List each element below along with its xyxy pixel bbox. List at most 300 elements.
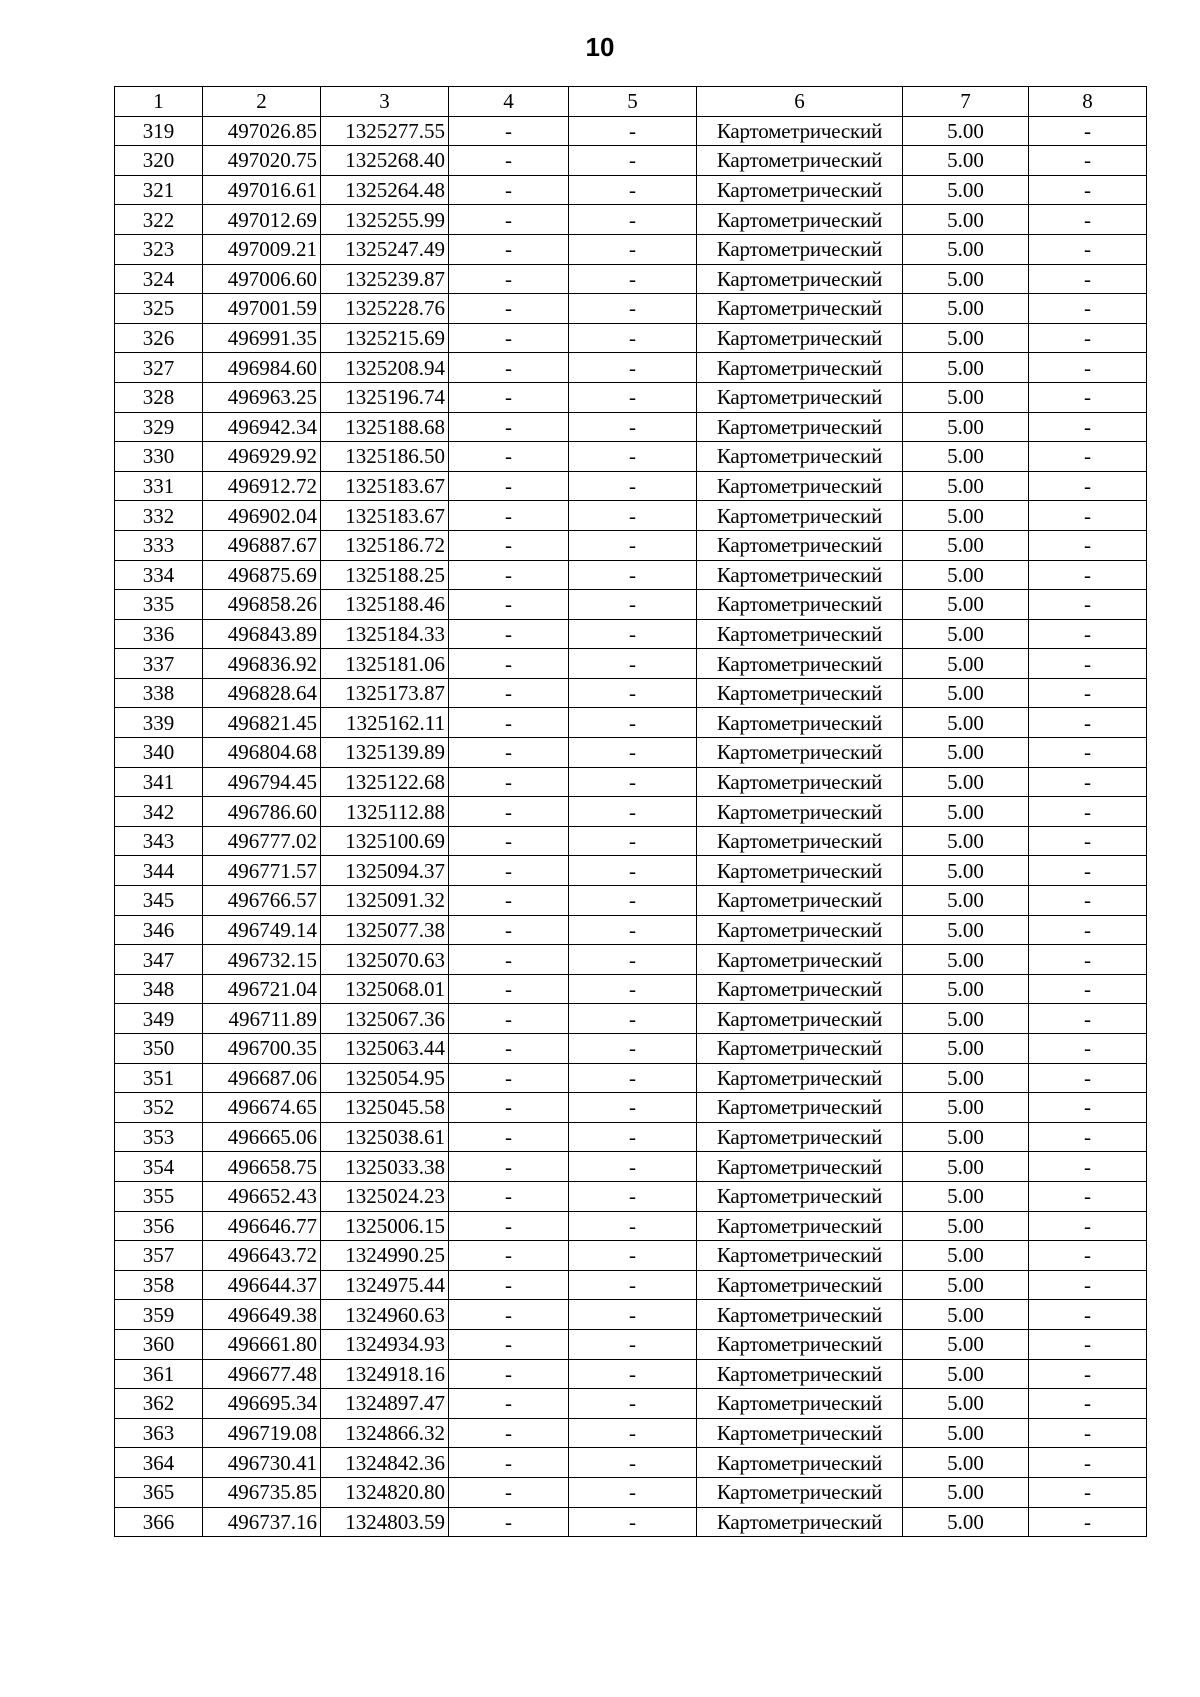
column-header: 3 — [321, 87, 449, 117]
column-5-cell: - — [569, 382, 697, 412]
column-5-cell: - — [569, 915, 697, 945]
column-8-cell: - — [1029, 323, 1147, 353]
y-coordinate-cell: 1325100.69 — [321, 826, 449, 856]
accuracy-cell: 5.00 — [903, 826, 1029, 856]
column-8-cell: - — [1029, 1270, 1147, 1300]
column-header: 4 — [449, 87, 569, 117]
accuracy-cell: 5.00 — [903, 738, 1029, 768]
method-cell: Картометрический — [697, 116, 903, 146]
column-5-cell: - — [569, 530, 697, 560]
column-8-cell: - — [1029, 1389, 1147, 1419]
x-coordinate-cell: 496828.64 — [203, 678, 321, 708]
column-8-cell: - — [1029, 175, 1147, 205]
column-8-cell: - — [1029, 471, 1147, 501]
column-5-cell: - — [569, 1152, 697, 1182]
point-number-cell: 345 — [115, 886, 203, 916]
table-row — [115, 1418, 1147, 1448]
column-8-cell: - — [1029, 1093, 1147, 1123]
method-cell: Картометрический — [697, 590, 903, 620]
column-5-cell: - — [569, 797, 697, 827]
column-4-cell: - — [449, 915, 569, 945]
column-8-cell: - — [1029, 1181, 1147, 1211]
column-4-cell: - — [449, 590, 569, 620]
method-cell: Картометрический — [697, 442, 903, 472]
column-5-cell: - — [569, 1418, 697, 1448]
column-8-cell: - — [1029, 1152, 1147, 1182]
point-number-cell: 319 — [115, 116, 203, 146]
table-row — [115, 1181, 1147, 1211]
point-number-cell: 351 — [115, 1063, 203, 1093]
accuracy-cell: 5.00 — [903, 1211, 1029, 1241]
x-coordinate-cell: 496721.04 — [203, 974, 321, 1004]
column-header: 5 — [569, 87, 697, 117]
point-number-cell: 343 — [115, 826, 203, 856]
point-number-cell: 363 — [115, 1418, 203, 1448]
method-cell: Картометрический — [697, 886, 903, 916]
table-row — [115, 649, 1147, 679]
column-5-cell: - — [569, 205, 697, 235]
point-number-cell: 321 — [115, 175, 203, 205]
method-cell: Картометрический — [697, 205, 903, 235]
header-row — [115, 87, 1147, 117]
column-5-cell: - — [569, 353, 697, 383]
x-coordinate-cell: 497006.60 — [203, 264, 321, 294]
column-5-cell: - — [569, 856, 697, 886]
column-8-cell: - — [1029, 590, 1147, 620]
y-coordinate-cell: 1325024.23 — [321, 1181, 449, 1211]
accuracy-cell: 5.00 — [903, 915, 1029, 945]
y-coordinate-cell: 1325228.76 — [321, 294, 449, 324]
column-8-cell: - — [1029, 530, 1147, 560]
method-cell: Картометрический — [697, 1359, 903, 1389]
column-8-cell: - — [1029, 797, 1147, 827]
column-4-cell: - — [449, 560, 569, 590]
column-4-cell: - — [449, 1122, 569, 1152]
method-cell: Картометрический — [697, 1181, 903, 1211]
column-4-cell: - — [449, 974, 569, 1004]
table-row — [115, 382, 1147, 412]
column-5-cell: - — [569, 1063, 697, 1093]
method-cell: Картометрический — [697, 1300, 903, 1330]
column-8-cell: - — [1029, 382, 1147, 412]
column-8-cell: - — [1029, 501, 1147, 531]
table-row — [115, 590, 1147, 620]
accuracy-cell: 5.00 — [903, 1507, 1029, 1537]
method-cell: Картометрический — [697, 856, 903, 886]
point-number-cell: 340 — [115, 738, 203, 768]
accuracy-cell: 5.00 — [903, 1122, 1029, 1152]
column-4-cell: - — [449, 175, 569, 205]
accuracy-cell: 5.00 — [903, 678, 1029, 708]
x-coordinate-cell: 496687.06 — [203, 1063, 321, 1093]
accuracy-cell: 5.00 — [903, 234, 1029, 264]
point-number-cell: 346 — [115, 915, 203, 945]
column-header: 2 — [203, 87, 321, 117]
column-5-cell: - — [569, 886, 697, 916]
accuracy-cell: 5.00 — [903, 708, 1029, 738]
column-8-cell: - — [1029, 264, 1147, 294]
accuracy-cell: 5.00 — [903, 382, 1029, 412]
point-number-cell: 328 — [115, 382, 203, 412]
column-4-cell: - — [449, 767, 569, 797]
column-5-cell: - — [569, 1034, 697, 1064]
accuracy-cell: 5.00 — [903, 1034, 1029, 1064]
column-8-cell: - — [1029, 353, 1147, 383]
table-body — [115, 116, 1147, 1537]
x-coordinate-cell: 496912.72 — [203, 471, 321, 501]
x-coordinate-cell: 496674.65 — [203, 1093, 321, 1123]
point-number-cell: 337 — [115, 649, 203, 679]
point-number-cell: 342 — [115, 797, 203, 827]
table-row — [115, 856, 1147, 886]
y-coordinate-cell: 1325268.40 — [321, 146, 449, 176]
column-4-cell: - — [449, 1181, 569, 1211]
x-coordinate-cell: 496942.34 — [203, 412, 321, 442]
accuracy-cell: 5.00 — [903, 560, 1029, 590]
method-cell: Картометрический — [697, 649, 903, 679]
column-5-cell: - — [569, 1389, 697, 1419]
method-cell: Картометрический — [697, 1270, 903, 1300]
y-coordinate-cell: 1325188.68 — [321, 412, 449, 442]
table-row — [115, 619, 1147, 649]
column-8-cell: - — [1029, 1122, 1147, 1152]
column-4-cell: - — [449, 1270, 569, 1300]
table-row — [115, 886, 1147, 916]
y-coordinate-cell: 1325277.55 — [321, 116, 449, 146]
x-coordinate-cell: 497001.59 — [203, 294, 321, 324]
table-row — [115, 1270, 1147, 1300]
table-row — [115, 1329, 1147, 1359]
accuracy-cell: 5.00 — [903, 619, 1029, 649]
column-8-cell: - — [1029, 146, 1147, 176]
point-number-cell: 323 — [115, 234, 203, 264]
table-row — [115, 1241, 1147, 1271]
method-cell: Картометрический — [697, 619, 903, 649]
method-cell: Картометрический — [697, 738, 903, 768]
column-4-cell: - — [449, 1034, 569, 1064]
accuracy-cell: 5.00 — [903, 1241, 1029, 1271]
method-cell: Картометрический — [697, 1389, 903, 1419]
accuracy-cell: 5.00 — [903, 264, 1029, 294]
column-4-cell: - — [449, 1329, 569, 1359]
x-coordinate-cell: 496658.75 — [203, 1152, 321, 1182]
point-number-cell: 348 — [115, 974, 203, 1004]
point-number-cell: 362 — [115, 1389, 203, 1419]
accuracy-cell: 5.00 — [903, 442, 1029, 472]
column-4-cell: - — [449, 1241, 569, 1271]
x-coordinate-cell: 497016.61 — [203, 175, 321, 205]
method-cell: Картометрический — [697, 1122, 903, 1152]
method-cell: Картометрический — [697, 767, 903, 797]
y-coordinate-cell: 1324820.80 — [321, 1477, 449, 1507]
point-number-cell: 320 — [115, 146, 203, 176]
column-5-cell: - — [569, 590, 697, 620]
point-number-cell: 325 — [115, 294, 203, 324]
column-8-cell: - — [1029, 678, 1147, 708]
column-8-cell: - — [1029, 116, 1147, 146]
y-coordinate-cell: 1325215.69 — [321, 323, 449, 353]
column-5-cell: - — [569, 264, 697, 294]
column-5-cell: - — [569, 234, 697, 264]
table-row — [115, 234, 1147, 264]
point-number-cell: 353 — [115, 1122, 203, 1152]
column-5-cell: - — [569, 294, 697, 324]
y-coordinate-cell: 1325077.38 — [321, 915, 449, 945]
column-4-cell: - — [449, 530, 569, 560]
method-cell: Картометрический — [697, 175, 903, 205]
column-5-cell: - — [569, 471, 697, 501]
method-cell: Картометрический — [697, 945, 903, 975]
column-5-cell: - — [569, 442, 697, 472]
table-row — [115, 945, 1147, 975]
accuracy-cell: 5.00 — [903, 530, 1029, 560]
column-4-cell: - — [449, 294, 569, 324]
x-coordinate-cell: 496771.57 — [203, 856, 321, 886]
column-4-cell: - — [449, 146, 569, 176]
y-coordinate-cell: 1325045.58 — [321, 1093, 449, 1123]
point-number-cell: 339 — [115, 708, 203, 738]
table-row — [115, 1300, 1147, 1330]
y-coordinate-cell: 1325188.25 — [321, 560, 449, 590]
column-8-cell: - — [1029, 1448, 1147, 1478]
column-4-cell: - — [449, 797, 569, 827]
table-row — [115, 471, 1147, 501]
accuracy-cell: 5.00 — [903, 1448, 1029, 1478]
point-number-cell: 338 — [115, 678, 203, 708]
y-coordinate-cell: 1325186.50 — [321, 442, 449, 472]
method-cell: Картометрический — [697, 146, 903, 176]
column-5-cell: - — [569, 116, 697, 146]
column-4-cell: - — [449, 945, 569, 975]
point-number-cell: 324 — [115, 264, 203, 294]
accuracy-cell: 5.00 — [903, 501, 1029, 531]
accuracy-cell: 5.00 — [903, 1300, 1029, 1330]
y-coordinate-cell: 1325255.99 — [321, 205, 449, 235]
column-5-cell: - — [569, 175, 697, 205]
x-coordinate-cell: 496735.85 — [203, 1477, 321, 1507]
method-cell: Картометрический — [697, 1034, 903, 1064]
x-coordinate-cell: 496730.41 — [203, 1448, 321, 1478]
y-coordinate-cell: 1324866.32 — [321, 1418, 449, 1448]
accuracy-cell: 5.00 — [903, 1359, 1029, 1389]
x-coordinate-cell: 496804.68 — [203, 738, 321, 768]
point-number-cell: 356 — [115, 1211, 203, 1241]
y-coordinate-cell: 1324960.63 — [321, 1300, 449, 1330]
column-4-cell: - — [449, 1211, 569, 1241]
column-5-cell: - — [569, 1211, 697, 1241]
column-5-cell: - — [569, 1004, 697, 1034]
y-coordinate-cell: 1325054.95 — [321, 1063, 449, 1093]
method-cell: Картометрический — [697, 826, 903, 856]
x-coordinate-cell: 496646.77 — [203, 1211, 321, 1241]
method-cell: Картометрический — [697, 708, 903, 738]
column-5-cell: - — [569, 501, 697, 531]
table-row — [115, 1122, 1147, 1152]
table-row — [115, 1004, 1147, 1034]
column-4-cell: - — [449, 1418, 569, 1448]
accuracy-cell: 5.00 — [903, 1004, 1029, 1034]
accuracy-cell: 5.00 — [903, 767, 1029, 797]
column-8-cell: - — [1029, 767, 1147, 797]
column-8-cell: - — [1029, 915, 1147, 945]
column-4-cell: - — [449, 1507, 569, 1537]
x-coordinate-cell: 496652.43 — [203, 1181, 321, 1211]
column-4-cell: - — [449, 1448, 569, 1478]
accuracy-cell: 5.00 — [903, 886, 1029, 916]
x-coordinate-cell: 496991.35 — [203, 323, 321, 353]
column-4-cell: - — [449, 1359, 569, 1389]
column-5-cell: - — [569, 1241, 697, 1271]
column-8-cell: - — [1029, 708, 1147, 738]
column-8-cell: - — [1029, 856, 1147, 886]
column-4-cell: - — [449, 619, 569, 649]
method-cell: Картометрический — [697, 1152, 903, 1182]
column-4-cell: - — [449, 886, 569, 916]
x-coordinate-cell: 497026.85 — [203, 116, 321, 146]
x-coordinate-cell: 497020.75 — [203, 146, 321, 176]
column-header: 6 — [697, 87, 903, 117]
x-coordinate-cell: 496887.67 — [203, 530, 321, 560]
table-row — [115, 530, 1147, 560]
x-coordinate-cell: 496661.80 — [203, 1329, 321, 1359]
accuracy-cell: 5.00 — [903, 412, 1029, 442]
y-coordinate-cell: 1325264.48 — [321, 175, 449, 205]
y-coordinate-cell: 1325239.87 — [321, 264, 449, 294]
accuracy-cell: 5.00 — [903, 1477, 1029, 1507]
accuracy-cell: 5.00 — [903, 146, 1029, 176]
y-coordinate-cell: 1324842.36 — [321, 1448, 449, 1478]
column-4-cell: - — [449, 264, 569, 294]
table-row — [115, 294, 1147, 324]
column-8-cell: - — [1029, 1063, 1147, 1093]
point-number-cell: 358 — [115, 1270, 203, 1300]
column-4-cell: - — [449, 708, 569, 738]
method-cell: Картометрический — [697, 1241, 903, 1271]
x-coordinate-cell: 496732.15 — [203, 945, 321, 975]
column-4-cell: - — [449, 1152, 569, 1182]
table-row — [115, 1389, 1147, 1419]
method-cell: Картометрический — [697, 1211, 903, 1241]
method-cell: Картометрический — [697, 530, 903, 560]
y-coordinate-cell: 1325184.33 — [321, 619, 449, 649]
point-number-cell: 333 — [115, 530, 203, 560]
point-number-cell: 330 — [115, 442, 203, 472]
column-8-cell: - — [1029, 294, 1147, 324]
table-row — [115, 264, 1147, 294]
accuracy-cell: 5.00 — [903, 945, 1029, 975]
x-coordinate-cell: 496929.92 — [203, 442, 321, 472]
y-coordinate-cell: 1325247.49 — [321, 234, 449, 264]
column-5-cell: - — [569, 1507, 697, 1537]
column-4-cell: - — [449, 1004, 569, 1034]
method-cell: Картометрический — [697, 1329, 903, 1359]
column-8-cell: - — [1029, 886, 1147, 916]
point-number-cell: 354 — [115, 1152, 203, 1182]
y-coordinate-cell: 1325068.01 — [321, 974, 449, 1004]
column-8-cell: - — [1029, 442, 1147, 472]
column-8-cell: - — [1029, 205, 1147, 235]
point-number-cell: 352 — [115, 1093, 203, 1123]
column-4-cell: - — [449, 323, 569, 353]
table-row — [115, 1211, 1147, 1241]
column-4-cell: - — [449, 353, 569, 383]
table-row — [115, 1093, 1147, 1123]
method-cell: Картометрический — [697, 323, 903, 353]
method-cell: Картометрический — [697, 1418, 903, 1448]
x-coordinate-cell: 496984.60 — [203, 353, 321, 383]
column-5-cell: - — [569, 649, 697, 679]
table-row — [115, 974, 1147, 1004]
column-5-cell: - — [569, 323, 697, 353]
y-coordinate-cell: 1325181.06 — [321, 649, 449, 679]
accuracy-cell: 5.00 — [903, 116, 1029, 146]
accuracy-cell: 5.00 — [903, 323, 1029, 353]
method-cell: Картометрический — [697, 1477, 903, 1507]
column-5-cell: - — [569, 1181, 697, 1211]
x-coordinate-cell: 496963.25 — [203, 382, 321, 412]
column-4-cell: - — [449, 1093, 569, 1123]
x-coordinate-cell: 496858.26 — [203, 590, 321, 620]
method-cell: Картометрический — [697, 471, 903, 501]
column-8-cell: - — [1029, 974, 1147, 1004]
y-coordinate-cell: 1325208.94 — [321, 353, 449, 383]
table-row — [115, 205, 1147, 235]
accuracy-cell: 5.00 — [903, 1329, 1029, 1359]
point-number-cell: 344 — [115, 856, 203, 886]
accuracy-cell: 5.00 — [903, 1389, 1029, 1419]
column-5-cell: - — [569, 1093, 697, 1123]
x-coordinate-cell: 496719.08 — [203, 1418, 321, 1448]
column-8-cell: - — [1029, 649, 1147, 679]
point-number-cell: 332 — [115, 501, 203, 531]
x-coordinate-cell: 496711.89 — [203, 1004, 321, 1034]
accuracy-cell: 5.00 — [903, 590, 1029, 620]
x-coordinate-cell: 496643.72 — [203, 1241, 321, 1271]
table-header — [115, 87, 1147, 117]
table-row — [115, 1448, 1147, 1478]
column-4-cell: - — [449, 1063, 569, 1093]
y-coordinate-cell: 1325091.32 — [321, 886, 449, 916]
column-8-cell: - — [1029, 1359, 1147, 1389]
column-5-cell: - — [569, 678, 697, 708]
point-number-cell: 355 — [115, 1181, 203, 1211]
column-5-cell: - — [569, 1300, 697, 1330]
column-4-cell: - — [449, 1300, 569, 1330]
x-coordinate-cell: 496737.16 — [203, 1507, 321, 1537]
accuracy-cell: 5.00 — [903, 1418, 1029, 1448]
table-row — [115, 1034, 1147, 1064]
y-coordinate-cell: 1325162.11 — [321, 708, 449, 738]
column-8-cell: - — [1029, 1211, 1147, 1241]
point-number-cell: 365 — [115, 1477, 203, 1507]
table-row — [115, 560, 1147, 590]
column-8-cell: - — [1029, 1034, 1147, 1064]
table-row — [115, 323, 1147, 353]
x-coordinate-cell: 496644.37 — [203, 1270, 321, 1300]
y-coordinate-cell: 1325006.15 — [321, 1211, 449, 1241]
column-8-cell: - — [1029, 738, 1147, 768]
y-coordinate-cell: 1325188.46 — [321, 590, 449, 620]
y-coordinate-cell: 1324990.25 — [321, 1241, 449, 1271]
x-coordinate-cell: 496677.48 — [203, 1359, 321, 1389]
column-5-cell: - — [569, 560, 697, 590]
x-coordinate-cell: 496836.92 — [203, 649, 321, 679]
accuracy-cell: 5.00 — [903, 205, 1029, 235]
point-number-cell: 361 — [115, 1359, 203, 1389]
column-5-cell: - — [569, 826, 697, 856]
x-coordinate-cell: 496821.45 — [203, 708, 321, 738]
accuracy-cell: 5.00 — [903, 471, 1029, 501]
